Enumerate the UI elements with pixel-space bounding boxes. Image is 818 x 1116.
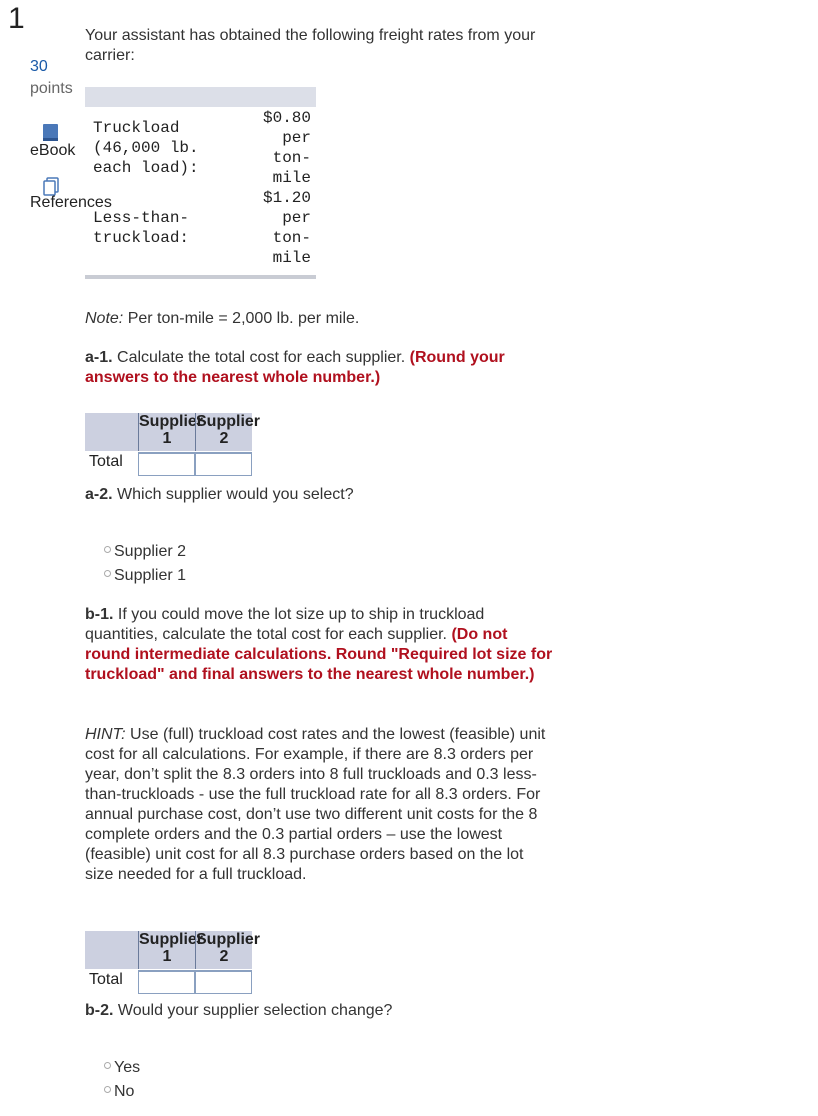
references-icon[interactable] [41, 176, 61, 196]
a2-text: Which supplier would you select? [112, 486, 354, 503]
a1-number: a-1. [85, 349, 113, 366]
rates-table [85, 87, 316, 280]
question-b2 [85, 1001, 560, 1021]
references-link[interactable]: References [30, 194, 112, 211]
table-b-col-supplier2: Supplier 2 [195, 931, 252, 969]
question-number: 1 [8, 2, 25, 35]
radio-icon[interactable] [104, 546, 111, 553]
table-a-header [85, 413, 261, 451]
table-a-row-total: Total [89, 453, 123, 470]
radio-icon[interactable] [104, 1086, 111, 1093]
points-value: 30 [30, 58, 48, 75]
table-b-supplier1-total-input[interactable] [138, 970, 195, 994]
question-a1 [85, 348, 555, 388]
table-a-col-supplier1: Supplier 1 [138, 413, 195, 451]
truckload-label: Truckload (46,000 lb. each load): [93, 119, 199, 177]
b2-option-yes[interactable] [104, 1059, 140, 1077]
b1-instruction: (Do not round intermediate calculations. Round "Required lot size for truckload" and final answers to the nearest whole number.) [85, 626, 553, 683]
b2-option-label: Yes [114, 1059, 141, 1076]
truckload-rate: $0.80 per ton-mile [262, 109, 311, 187]
ltl-label: Less-than-truckload: [93, 209, 190, 247]
a1-instruction: (Round your answers to the nearest whole number.) [85, 349, 505, 386]
table-a-supplier1-total-input[interactable] [138, 452, 195, 476]
b2-option-no[interactable] [104, 1083, 134, 1101]
question-a2 [85, 485, 560, 505]
question-b1 [85, 605, 555, 685]
table-a-col-supplier2: Supplier 2 [195, 413, 252, 451]
table-b-header [85, 931, 261, 969]
hint-body: Use (full) truckload cost rates and the lowest (feasible) unit cost for all calculations. For example, if there are 8.3 orders per year, don’t split the 8.3 orders into 8 full truckloads and 0.3 less-than-truckloads - use the full truckload rate for all 8.3 orders. For annual purchase cost, don’t use two different unit costs for the 8 complete orders and the 0.3 partial orders – use the lowest (feasible) unit cost for all 8.3 purchase orders based on the lot size needed for a full truckload. [85, 726, 546, 883]
a2-option-label: Supplier 1 [114, 567, 187, 584]
rates-table-footer [85, 275, 316, 279]
b1-number: b-1. [85, 606, 114, 623]
note-body: Per ton-mile = 2,000 lb. per mile. [123, 310, 360, 327]
hint-text [85, 725, 551, 885]
b2-text: Would your supplier selection change? [113, 1002, 393, 1019]
table-b-col-supplier1: Supplier 1 [138, 931, 195, 969]
a2-number: a-2. [85, 486, 113, 503]
a2-option-supplier2[interactable] [104, 543, 186, 561]
rates-table-header [85, 87, 316, 107]
ebook-link[interactable]: eBook [30, 142, 76, 159]
table-a-supplier2-total-input[interactable] [195, 452, 252, 476]
b2-number: b-2. [85, 1002, 114, 1019]
note-prefix: Note: [85, 310, 124, 327]
points-label: points [30, 80, 73, 97]
radio-icon[interactable] [104, 570, 111, 577]
table-b-supplier2-total-input[interactable] [195, 970, 252, 994]
a2-option-supplier1[interactable] [104, 567, 186, 585]
note-text [85, 309, 560, 329]
hint-prefix: HINT: [85, 726, 126, 743]
radio-icon[interactable] [104, 1062, 111, 1069]
b1-text: If you could move the lot size up to ship in truckload quantities, calculate the total cost for each supplier. [85, 606, 485, 643]
table-b-row-total: Total [89, 971, 123, 988]
book-icon[interactable] [41, 123, 61, 143]
a2-option-label: Supplier 2 [114, 543, 187, 560]
a1-text: Calculate the total cost for each supplier. [112, 349, 410, 366]
intro-text: Your assistant has obtained the following freight rates from your carrier: [85, 27, 536, 64]
ltl-rate: $1.20 per ton-mile [262, 189, 311, 267]
b2-option-label: No [114, 1083, 135, 1100]
